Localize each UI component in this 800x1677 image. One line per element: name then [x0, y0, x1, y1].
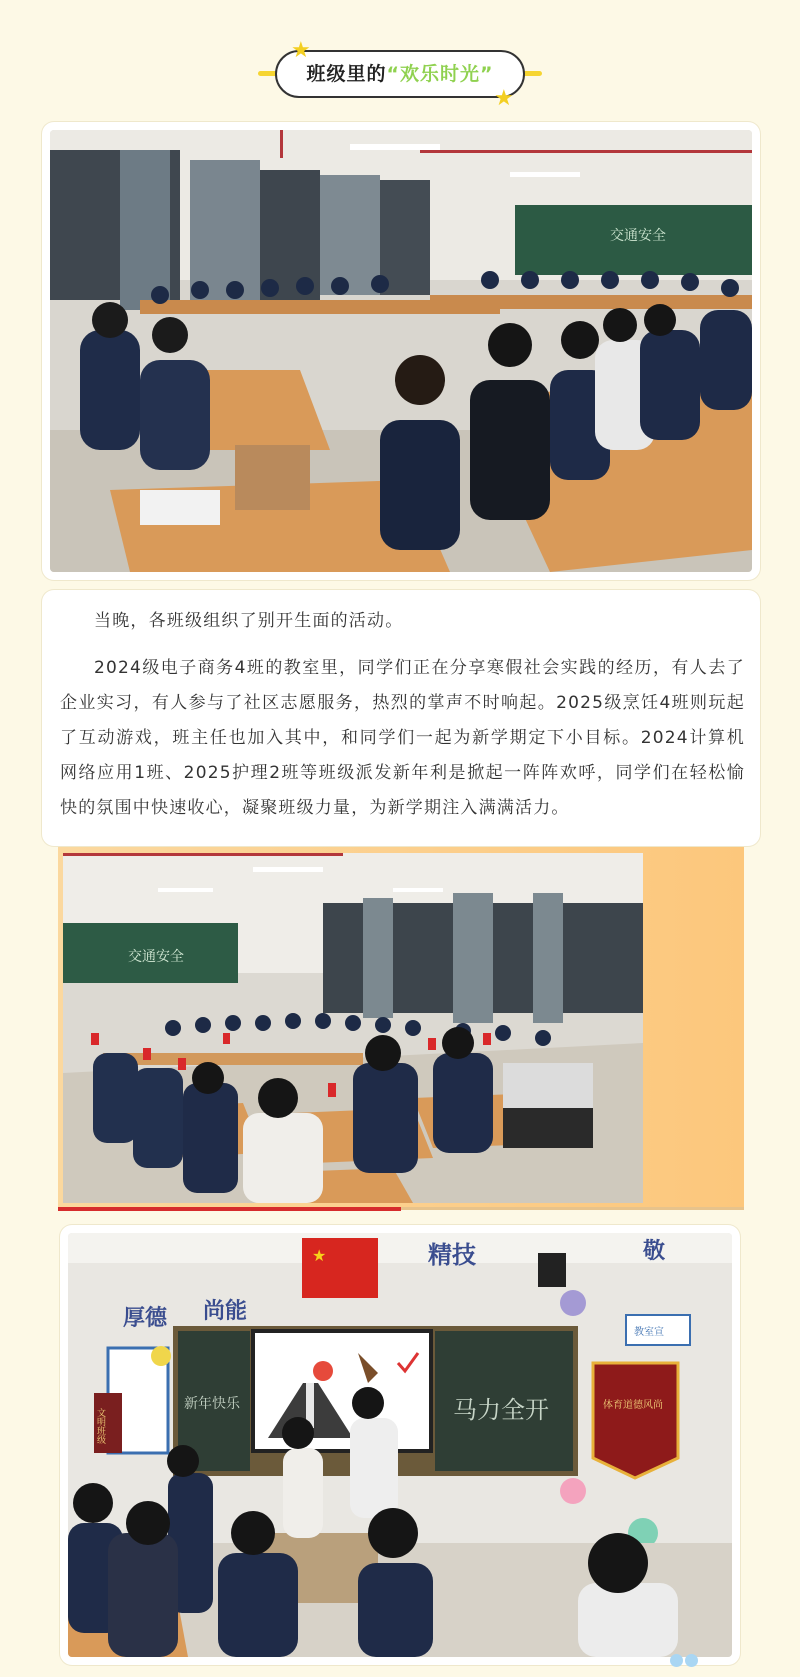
photo-card-3: [60, 1225, 740, 1665]
article-paragraph-2: 2024级电子商务4班的教室里，同学们正在分享寒假社会实践的经历，有人去了企业实习，有人参与了社区志愿服务，热烈的掌声不时响起。2025级烹饪4班则玩起了互动游戏，班主任也加入其中，和同学们一起为新学期定下小目标。2024计算机网络应用1班、2025护理2班等班级派发新年利是掀起一阵阵欢呼，同学们在轻松愉快的氛围中快速收心，凝聚班级力量，为新学期注入满满活力。: [60, 658, 745, 818]
board-right-text: 马力全开: [453, 1396, 549, 1424]
classroom-scene-3: [68, 1233, 732, 1657]
blue-dots-decoration: [670, 1652, 700, 1671]
section-title: [0, 40, 800, 110]
classroom-photo-2: [63, 853, 643, 1203]
svg-text:★: ★: [312, 1246, 327, 1265]
banner-right: 体育道德风尚: [603, 1400, 663, 1411]
photo-card-1: [42, 122, 760, 580]
board-text-2: 交通安全: [128, 949, 184, 965]
board-text-1: 交通安全: [610, 228, 666, 244]
slogan-top: 精技: [428, 1241, 476, 1269]
star-icon: ★: [494, 86, 514, 111]
notice-label: 教室宣: [634, 1327, 664, 1338]
banner-left: 文明班级: [95, 1408, 105, 1444]
classroom-photo-1: [50, 130, 752, 572]
slogan-mid: 尚能: [203, 1299, 248, 1324]
star-icon: ★: [291, 38, 311, 63]
title-pill: [275, 50, 525, 98]
article-paragraph-1: 当晚，各班级组织了别开生面的活动。: [94, 611, 404, 631]
board-left-text: 新年快乐: [184, 1396, 240, 1412]
classroom-scene-2: [63, 853, 643, 1203]
title-text: 班级里的: [306, 63, 387, 85]
tan-divider: [401, 1207, 744, 1210]
article-text-card: [42, 590, 760, 846]
slogan-top-right: 敬: [643, 1239, 666, 1264]
red-divider: [58, 1207, 401, 1211]
classroom-photo-3: [68, 1233, 732, 1657]
classroom-scene-1: [50, 130, 752, 572]
title-highlight: “欢乐时光”: [386, 63, 494, 85]
slogan-left: 厚德: [123, 1306, 168, 1331]
